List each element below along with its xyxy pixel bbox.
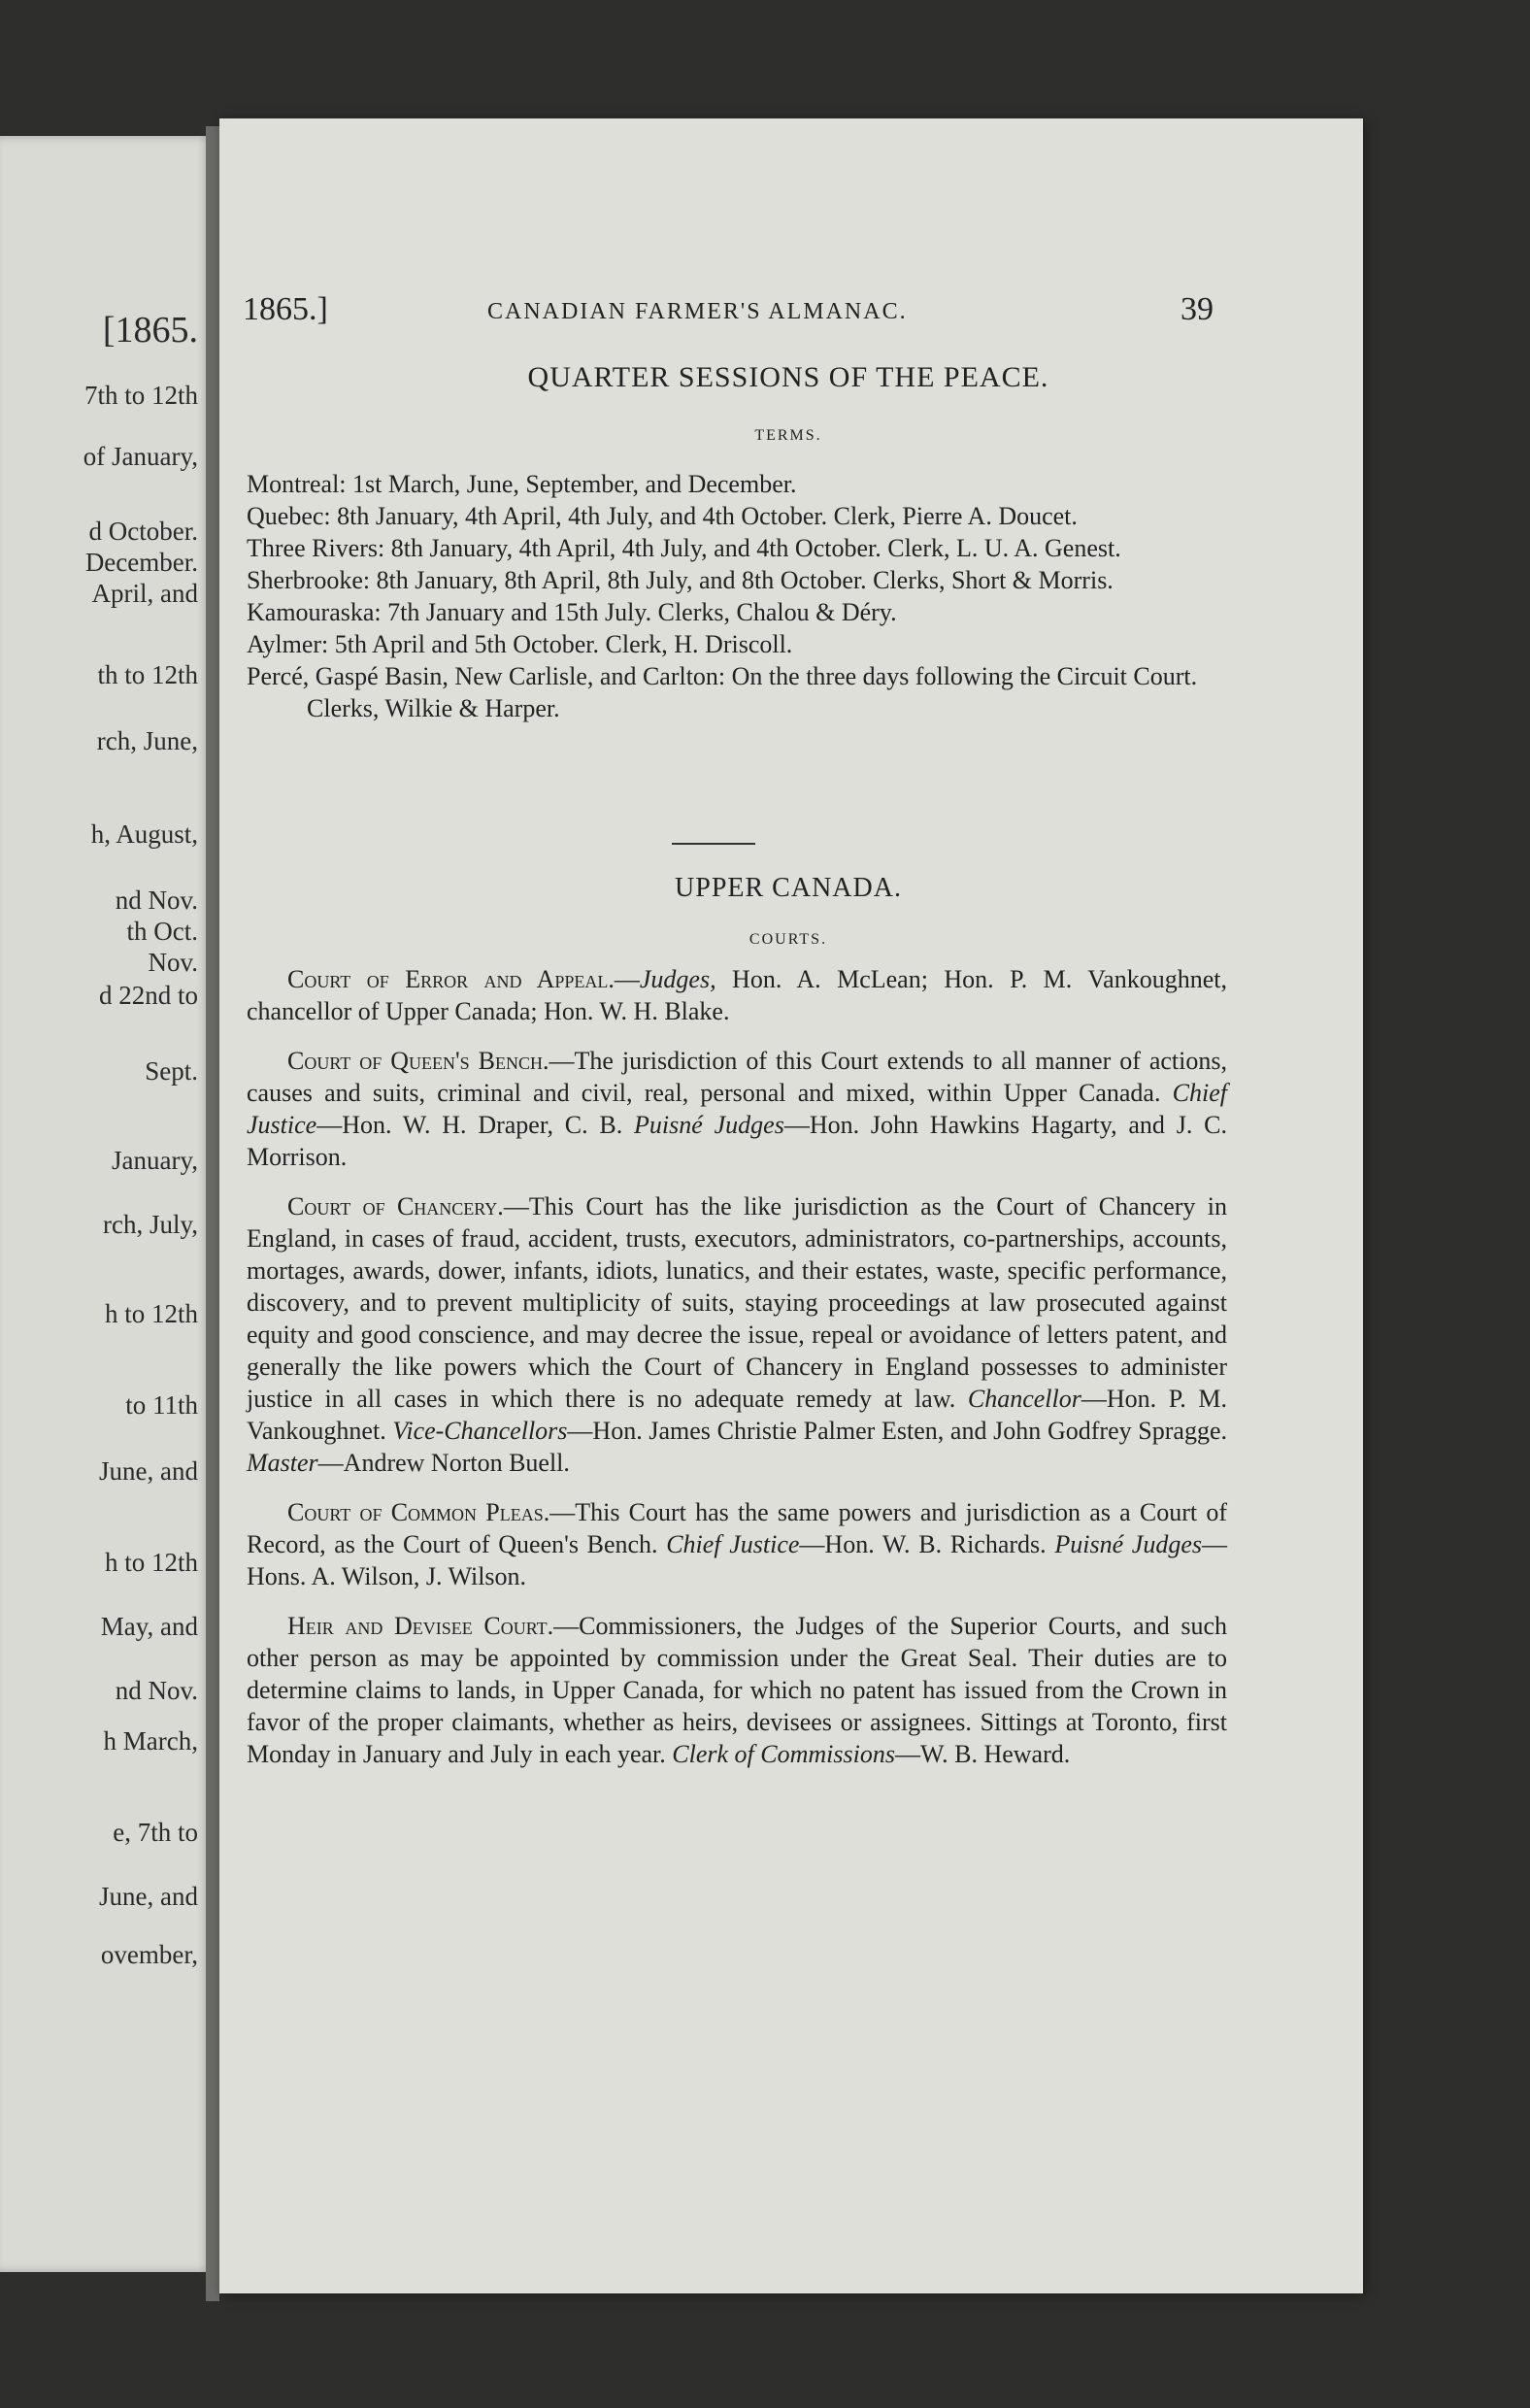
previous-page-line: January, — [112, 1146, 198, 1175]
previous-page-year: [1865. — [102, 310, 198, 351]
court-text: —The jurisdiction of this Court extends to all manner of actions, causes and suits, criminal and civil, real, personal and mixed, within Upper Canada. — [247, 1047, 1228, 1107]
courts-list — [247, 963, 1227, 1788]
court-text: —Hons. A. Wilson, J. Wilson. — [247, 1530, 1227, 1590]
subheading-terms: TERMS. — [754, 427, 822, 444]
previous-page-line: May, and — [100, 1612, 198, 1641]
previous-page-line: th Oct. — [126, 917, 198, 946]
court-name: Court of Queen's Bench. — [287, 1047, 549, 1075]
previous-page-line: Nov. — [148, 948, 198, 977]
previous-page-line: June, and — [99, 1882, 198, 1911]
book-gutter — [206, 126, 219, 2301]
header-title: CANADIAN FARMER'S ALMANAC. — [487, 299, 908, 324]
court-name: Court of Error and Appeal. — [287, 965, 615, 993]
previous-page-line: rch, June, — [96, 726, 198, 755]
previous-page-line: d 22nd to — [98, 981, 198, 1010]
court-entry — [247, 963, 1227, 1027]
term-entry: Percé, Gaspé Basin, New Carlisle, and Carlton: On the three days following the Circuit Court. Clerks, Wilkie & Harper. — [247, 662, 1198, 722]
subheading-courts: COURTS. — [748, 931, 828, 948]
court-office-title: Master — [247, 1449, 318, 1477]
previous-page-fragment — [0, 136, 212, 2272]
court-text: —Hon. W. H. Draper, C. B. — [316, 1111, 635, 1139]
court-name: Heir and Devisee Court. — [287, 1612, 554, 1640]
header-year: 1865.] — [243, 291, 328, 327]
previous-page-line: h to 12th — [104, 1548, 198, 1577]
court-name: Court of Chancery. — [287, 1192, 504, 1221]
almanac-page — [219, 118, 1363, 2293]
court-text: —Hon. John Hawkins Hagarty, and J. C. Morrison. — [247, 1111, 1227, 1171]
terms-list — [247, 468, 1227, 724]
previous-page-line: ovember, — [100, 1940, 198, 1969]
court-entry — [247, 1610, 1227, 1770]
previous-page-line: d October. — [88, 517, 198, 546]
previous-page-line: December. — [84, 548, 198, 577]
section-heading-upper-canada: UPPER CANADA. — [675, 873, 902, 903]
previous-page-line: of January, — [83, 442, 198, 471]
court-entry — [247, 1190, 1227, 1479]
court-text: —Andrew Norton Buell. — [317, 1449, 570, 1477]
previous-page-line: th to 12th — [97, 660, 198, 689]
previous-page-line: 7th to 12th — [83, 381, 198, 410]
court-text: —Hon. James Christie Palmer Esten, and John Godfrey Spragge. — [567, 1417, 1227, 1445]
previous-page-line: h, August, — [90, 819, 198, 849]
running-header — [243, 291, 1363, 340]
court-name: Court of Common Pleas. — [287, 1498, 550, 1526]
previous-page-line: Sept. — [145, 1056, 198, 1086]
court-text: —This Court has the same powers and jurisdiction as a Court of Record, as the Court of Queen's Bench. — [247, 1498, 1227, 1558]
previous-page-line: nd Nov. — [115, 886, 198, 915]
section-divider — [672, 843, 755, 845]
court-office-title: Chief Justice — [247, 1079, 1227, 1139]
term-entry: Montreal: 1st March, June, September, and December. — [247, 470, 797, 498]
court-entry — [247, 1496, 1227, 1592]
term-entry: Aylmer: 5th April and 5th October. Clerk, H. Driscoll. — [247, 630, 793, 658]
previous-page-line: April, and — [91, 579, 198, 608]
court-office-title: Chief Justice — [666, 1530, 800, 1558]
previous-page-line: nd Nov. — [115, 1676, 198, 1705]
previous-page-line: rch, July, — [103, 1210, 198, 1239]
court-text: —This Court has the like jurisdiction as the Court of Chancery in England, in cases of fraud, accident, trusts, executors, administrators, co-partnerships, accounts, mortages, awards, dower, infants, idiots, lunatics, and their estates, waste, specific performance, discovery, and to prevent multiplicity of suits, staying proceedings at law prosecuted against equity and good conscience, and may decree the issue, repeal or avoidance of letters patent, and generally the like powers which the Court of Chancery in England possesses to administer justice in all cases in which there is no adequate remedy at law. — [247, 1192, 1227, 1413]
court-text: — — [614, 965, 640, 993]
court-entry — [247, 1045, 1227, 1173]
page-number: 39 — [1181, 291, 1214, 327]
court-office-title: Judges, — [639, 965, 716, 993]
previous-page-line: h March, — [103, 1726, 198, 1756]
court-office-title: Vice-Chancellors — [392, 1417, 568, 1445]
term-entry: Kamouraska: 7th January and 15th July. Clerks, Chalou & Déry. — [247, 598, 897, 626]
section-heading-quarter-sessions: QUARTER SESSIONS OF THE PEACE. — [527, 361, 1049, 393]
previous-page-line: e, 7th to — [113, 1818, 198, 1847]
court-office-title: Puisné Judges — [1054, 1530, 1202, 1558]
term-entry: Quebec: 8th January, 4th April, 4th July, and 4th October. Clerk, Pierre A. Doucet. — [247, 502, 1078, 530]
previous-page-line: June, and — [99, 1456, 198, 1486]
court-office-title: Clerk of Commissions — [672, 1740, 895, 1768]
court-text: —Commissioners, the Judges of the Superior Courts, and such other person as may be appointed by commission under the Great Seal. Their duties are to determine claims to lands, in Upper Canada, for which no patent has issued from the Crown in favor of the proper claimants, whether as heirs, devisees or assignees. Sittings at Toronto, first Monday in January and July in each year. — [247, 1612, 1227, 1768]
previous-page-line: to 11th — [125, 1390, 198, 1420]
term-entry: Three Rivers: 8th January, 4th April, 4th July, and 4th October. Clerk, L. U. A. Genest. — [247, 534, 1121, 562]
term-entry: Sherbrooke: 8th January, 8th April, 8th July, and 8th October. Clerks, Short & Morris. — [247, 566, 1114, 594]
court-text: —W. B. Heward. — [894, 1740, 1071, 1768]
court-office-title: Puisné Judges — [634, 1111, 784, 1139]
court-office-title: Chancellor — [967, 1385, 1081, 1413]
previous-page-line: h to 12th — [104, 1299, 198, 1328]
court-text: —Hon. W. B. Richards. — [799, 1530, 1055, 1558]
court-text: —Hon. P. M. Vankoughnet. — [247, 1385, 1227, 1445]
court-text: Hon. A. McLean; Hon. P. M. Vankoughnet, chancellor of Upper Canada; Hon. W. H. Blake. — [247, 965, 1227, 1025]
